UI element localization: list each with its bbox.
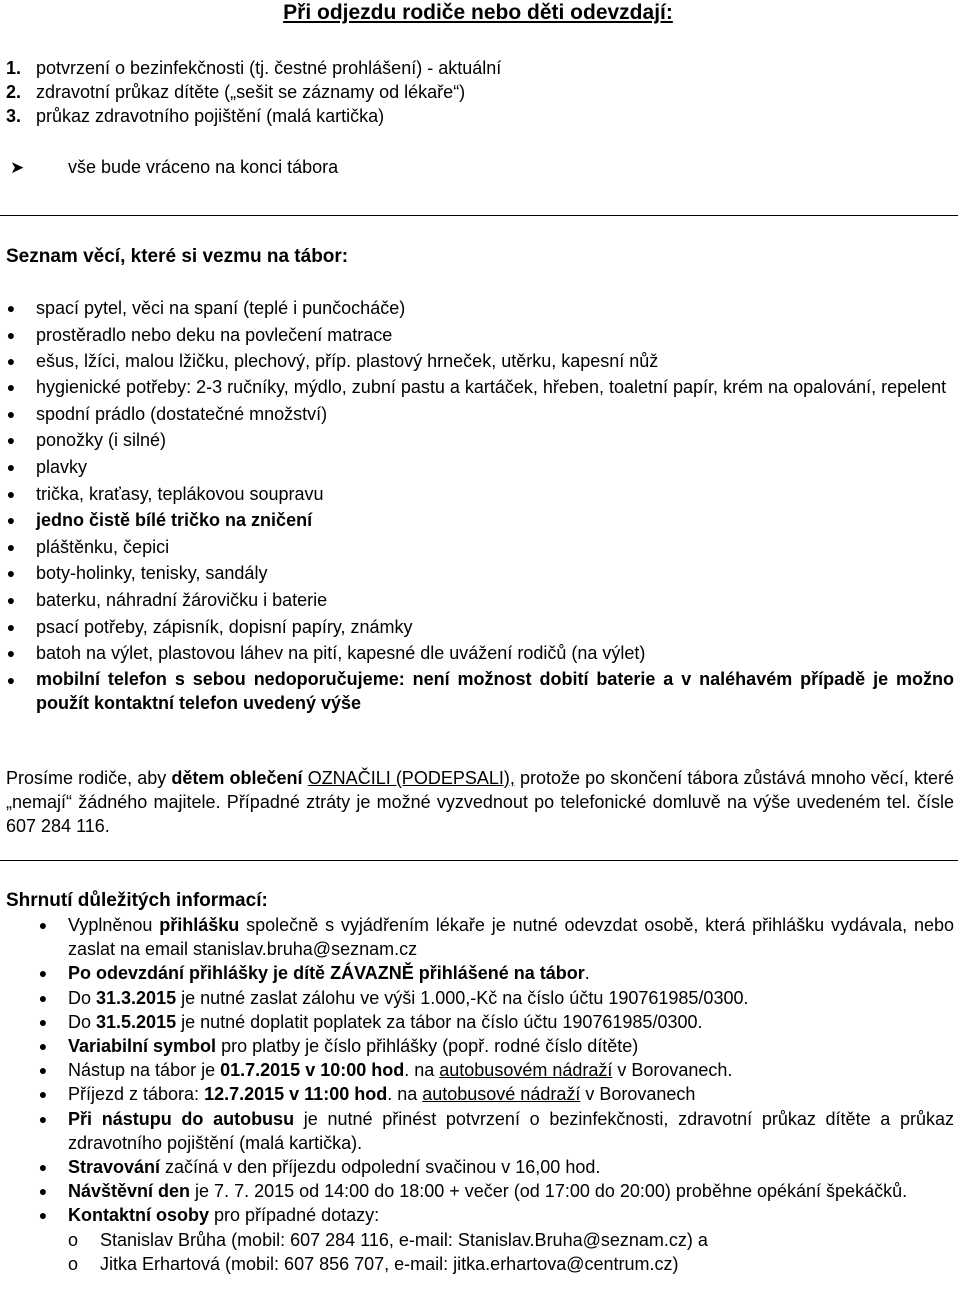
return-note <box>10 155 338 180</box>
list-item: ● Příjezd z tábora: 12.7.2015 v 11:00 hod. na autobusové nádraží v Borovanech <box>36 1082 954 1106</box>
item-text: zdravotní průkaz dítěte („sešit se záznamy od lékaře“) <box>36 82 466 102</box>
contact-item: o Stanislav Brůha (mobil: 607 284 116, e-mail: Stanislav.Bruha@seznam.cz) a <box>36 1228 954 1252</box>
list-item <box>4 454 954 481</box>
list-item <box>6 104 501 128</box>
list-item <box>4 401 954 428</box>
bullet-icon: ● <box>6 458 16 475</box>
list-item: ● Vyplněnou přihlášku společně s vyjádřením lékaře je nutné odevzdat osobě, která přihlášku vydávala, nebo zaslat na email stanislav.bruha@seznam.cz <box>36 913 954 961</box>
bullet-icon: ● <box>38 1207 48 1224</box>
arrow-bullet-icon: ➤ <box>10 158 25 177</box>
bullet-icon: ● <box>6 353 16 370</box>
list-item <box>4 534 954 561</box>
list-item <box>4 322 954 349</box>
item-number: 3. <box>6 106 22 126</box>
item-text: ešus, lžíci, malou lžičku, plechový, příp. plastový hrneček, utěrku, kapesní nůž <box>36 351 659 372</box>
divider <box>0 215 958 216</box>
list-item: ● Po odevzdání přihlášky je dítě ZÁVAZNĚ přihlášené na tábor. <box>36 961 954 985</box>
bullet-icon: ● <box>38 1110 48 1127</box>
list-item <box>4 667 954 716</box>
summary-heading: Shrnutí důležitých informací: <box>6 890 268 911</box>
item-text: baterku, náhradní žárovičku i baterie <box>36 589 328 610</box>
circle-bullet-icon: o <box>68 1229 79 1250</box>
item-text: spodní prádlo (dostatečné množství) <box>36 403 328 424</box>
return-note-text: vše bude vráceno na konci tábora <box>68 157 339 177</box>
list-item: ● Do 31.5.2015 je nutné doplatit poplatek za tábor na číslo účtu 190761985/0300. <box>36 1010 954 1034</box>
item-text: mobilní telefon s sebou nedoporučujeme: není možnost dobití baterie a v naléhavém případě je možno použít kontaktní telefon uvedený výše <box>36 668 954 714</box>
bullet-icon: ● <box>6 512 16 529</box>
list-item: ● Kontaktní osoby pro případné dotazy: <box>36 1203 954 1227</box>
list-item: ● Nástup na tábor je 01.7.2015 v 10:00 hod. na autobusovém nádraží v Borovanech. <box>36 1058 954 1082</box>
list-item: ● Při nástupu do autobusu je nutné přinést potvrzení o bezinfekčnosti, zdravotní průkaz dítěte a průkaz zdravotního pojištění (malá kartička). <box>36 1107 954 1155</box>
list-item <box>4 587 954 614</box>
item-text: psací potřeby, zápisník, dopisní papíry, známky <box>36 616 413 637</box>
list-item <box>4 481 954 508</box>
list-item <box>4 614 954 641</box>
list-item: ● Stravování začíná v den příjezdu odpolední svačinou v 16,00 hod. <box>36 1155 954 1179</box>
item-number: 2. <box>6 82 22 102</box>
item-text: plavky <box>36 456 88 477</box>
bullet-icon: ● <box>6 405 16 422</box>
bullet-icon: ● <box>6 378 16 395</box>
contact-item: o Jitka Erhartová (mobil: 607 856 707, e-mail: jitka.erhartova@centrum.cz) <box>36 1252 954 1276</box>
list-item <box>6 80 501 104</box>
divider <box>0 860 958 861</box>
list-item <box>4 640 954 667</box>
item-text: spací pytel, věci na spaní (teplé i punčocháče) <box>36 298 406 318</box>
item-number: 1. <box>6 58 22 78</box>
bullet-icon: ● <box>38 989 48 1006</box>
bullet-icon: ● <box>6 591 16 608</box>
item-text: průkaz zdravotního pojištění (malá kartička) <box>36 106 385 126</box>
bullet-icon: ● <box>6 671 16 688</box>
list-item: ● Do 31.3.2015 je nutné zaslat zálohu ve výši 1.000,-Kč na číslo účtu 190761985/0300. <box>36 986 954 1010</box>
bullet-icon: ● <box>38 965 48 982</box>
page-title <box>0 0 960 26</box>
list-item <box>4 427 954 454</box>
label-note: Prosíme rodiče, aby dětem oblečení OZNAČILI (PODEPSALI), protože po skončení tábora zůstává mnoho věcí, které „nemají“ žádného majitele. Případné ztráty je možné vyzvednout po telefonické domluvě na výše uvedeném tel. čísle 607 284 116. <box>6 768 954 836</box>
item-text: trička, kraťasy, teplákovou soupravu <box>36 483 324 504</box>
bullet-icon: ● <box>6 485 16 502</box>
list-item <box>4 507 954 534</box>
summary-list <box>36 913 954 1276</box>
bullet-icon: ● <box>38 1013 48 1030</box>
list-item <box>4 348 954 375</box>
item-text: jedno čistě bílé tričko na zničení <box>36 510 313 531</box>
item-text: boty-holinky, tenisky, sandály <box>36 563 268 584</box>
list-item <box>4 375 954 401</box>
bullet-icon: ● <box>38 1159 48 1176</box>
bullet-icon: ● <box>6 300 16 316</box>
bullet-icon: ● <box>6 432 16 449</box>
bullet-icon: ● <box>38 917 48 933</box>
circle-bullet-icon: o <box>68 1253 79 1274</box>
packing-list <box>4 295 954 716</box>
bullet-icon: ● <box>38 1038 48 1055</box>
bullet-icon: ● <box>38 1062 48 1079</box>
list-item <box>4 560 954 587</box>
bullet-icon: ● <box>38 1086 48 1103</box>
bullet-icon: ● <box>6 618 16 635</box>
documents-list <box>6 56 501 128</box>
list-item <box>6 56 501 80</box>
bullet-icon: ● <box>6 645 16 662</box>
list-item: ● Návštěvní den je 7. 7. 2015 od 14:00 do 18:00 + večer (od 17:00 do 20:00) proběhne opékání špekáčků. <box>36 1179 954 1203</box>
item-text: pláštěnku, čepici <box>36 536 170 557</box>
item-text: prostěradlo nebo deku na povlečení matrace <box>36 324 393 345</box>
bullet-icon: ● <box>6 565 16 582</box>
item-text: ponožky (i silné) <box>36 430 167 451</box>
bullet-icon: ● <box>6 538 16 555</box>
item-text: hygienické potřeby: 2-3 ručníky, mýdlo, zubní pastu a kartáček, hřeben, toaletní papír, krém na opalování, repelent <box>36 376 947 397</box>
list-item: ● Variabilní symbol pro platby je číslo přihlášky (popř. rodné číslo dítěte) <box>36 1034 954 1058</box>
packing-heading: Seznam věcí, které si vezmu na tábor: <box>6 246 349 267</box>
bullet-icon: ● <box>6 326 16 343</box>
page-title-text: Při odjezdu rodiče nebo děti odevzdají: <box>283 1 673 24</box>
list-item <box>4 295 954 322</box>
item-text: potvrzení o bezinfekčnosti (tj. čestné prohlášení) - aktuální <box>36 58 502 78</box>
bullet-icon: ● <box>38 1183 48 1200</box>
item-text: batoh na výlet, plastovou láhev na pití, kapesné dle uvážení rodičů (na výlet) <box>36 643 646 664</box>
